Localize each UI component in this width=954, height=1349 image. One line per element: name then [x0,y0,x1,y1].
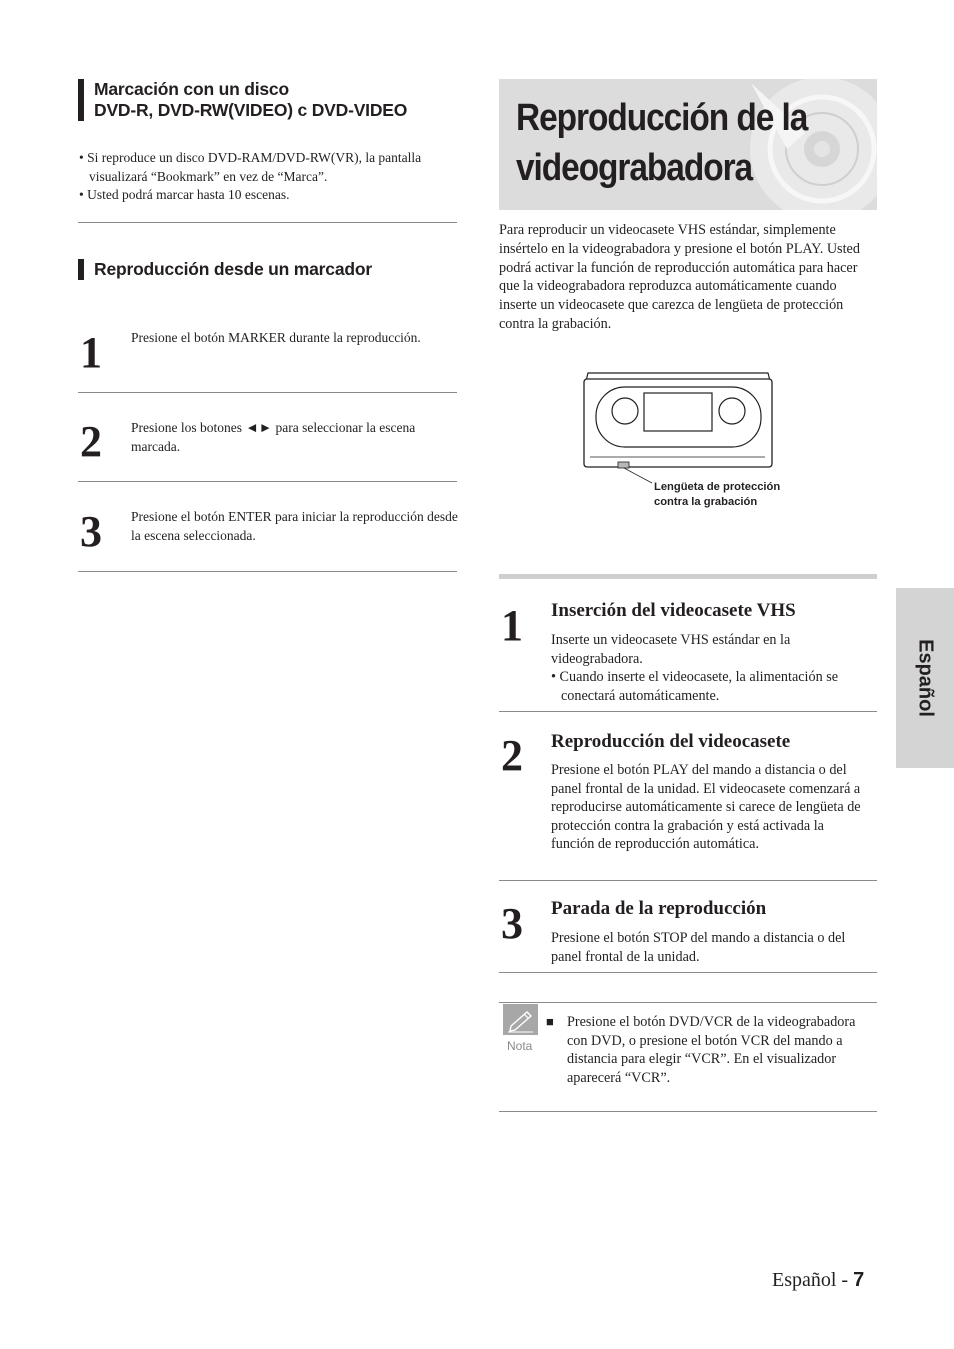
section-heading-marking [78,79,474,121]
step-text: Presione el botón PLAY del mando a distancia o del panel frontal de la unidad. El videocasete comenzará a reproducirse automáticamente si carece de lengüeta de protección contra la grabación y está activada la función de reproducción automática. [551,762,861,853]
note-bottom-rule [499,1111,877,1112]
step-number: 1 [501,601,523,650]
divider [499,711,877,712]
page-title-line1: Reproducción de la [516,97,808,139]
marking-note-2: • Usted podrá marcar hasta 10 escenas. [79,187,290,202]
step-text: Presione el botón MARKER durante la reproducción. [131,330,421,345]
step-number: 1 [80,328,102,377]
divider [78,481,457,482]
write-protect-tab-label-line2: contra la grabación [654,495,758,508]
step-title: Reproducción del videocasete [551,731,791,752]
divider [499,972,877,973]
section-heading-line1: Marcación con un disco [94,79,289,99]
pencil-icon [503,1004,538,1035]
step-body [551,631,877,705]
section-heading-line2: DVD-R, DVD-RW(VIDEO) c DVD-VIDEO [94,100,408,120]
page-number: 7 [853,1269,865,1291]
language-side-tab [896,588,954,768]
step-text: Presione los botones ◄► para seleccionar la escena marcada. [131,420,416,454]
write-protect-tab-label [654,480,780,509]
page-footer [772,1268,864,1292]
step-text: Inserte un videocasete VHS estándar en la videograbadora. [551,632,791,667]
step-number: 2 [501,731,523,780]
step-number: 3 [501,899,523,948]
section-heading-text: Reproducción desde un marcador [94,259,372,279]
intro-paragraph: Para reproducir un videocasete VHS estándar, simplemente insértelo en la videograbadora y presione el botón PLAY. Usted podrá activar la función de reproducción automática para hacer que la videograbadora reproduzca automáticamente cuando inserte un videocasete que carezca de lengüeta de protección contra la grabación. [499,222,860,332]
note-bullet-square: ■ [546,1014,554,1029]
note-icon [503,1004,538,1035]
steps-top-rule [499,574,877,579]
section-heading-playback-from-marker [78,259,474,280]
page-title-line2: videograbadora [516,147,753,189]
divider [78,571,457,572]
step-text: Presione el botón ENTER para iniciar la reproducción desde la escena seleccionada. [131,509,458,543]
marking-notes [79,149,439,205]
step-text: Presione el botón STOP del mando a distancia o del panel frontal de la unidad. [551,930,846,965]
write-protect-tab-label-line1: Lengüeta de protección [654,481,781,493]
step-number: 2 [80,417,102,466]
page-title [516,93,807,193]
step-number: 3 [80,507,102,556]
footer-label: Español - [772,1269,854,1291]
divider [78,222,457,223]
step-note: • Cuando inserte el videocasete, la alimentación se conectará automáticamente. [551,669,839,704]
marking-note-1: • Si reproduce un disco DVD-RAM/DVD-RW(VR), la pantalla visualizará “Bookmark” en vez de “Marca”. [79,150,422,184]
step-title: Inserción del videocasete VHS [551,600,796,621]
divider [499,880,877,881]
note-top-rule [499,1002,877,1003]
divider [78,392,457,393]
language-side-tab-label: Español [914,639,937,717]
note-label: Nota [507,1039,533,1053]
vhs-cassette-illustration [580,365,780,495]
step-title: Parada de la reproducción [551,898,767,919]
note-text: Presione el botón DVD/VCR de la videograbadora con DVD, o presione el botón VCR del mando a distancia para elegir “VCR”. En el visualizador aparecerá “VCR”. [567,1014,856,1086]
title-banner [499,79,877,210]
